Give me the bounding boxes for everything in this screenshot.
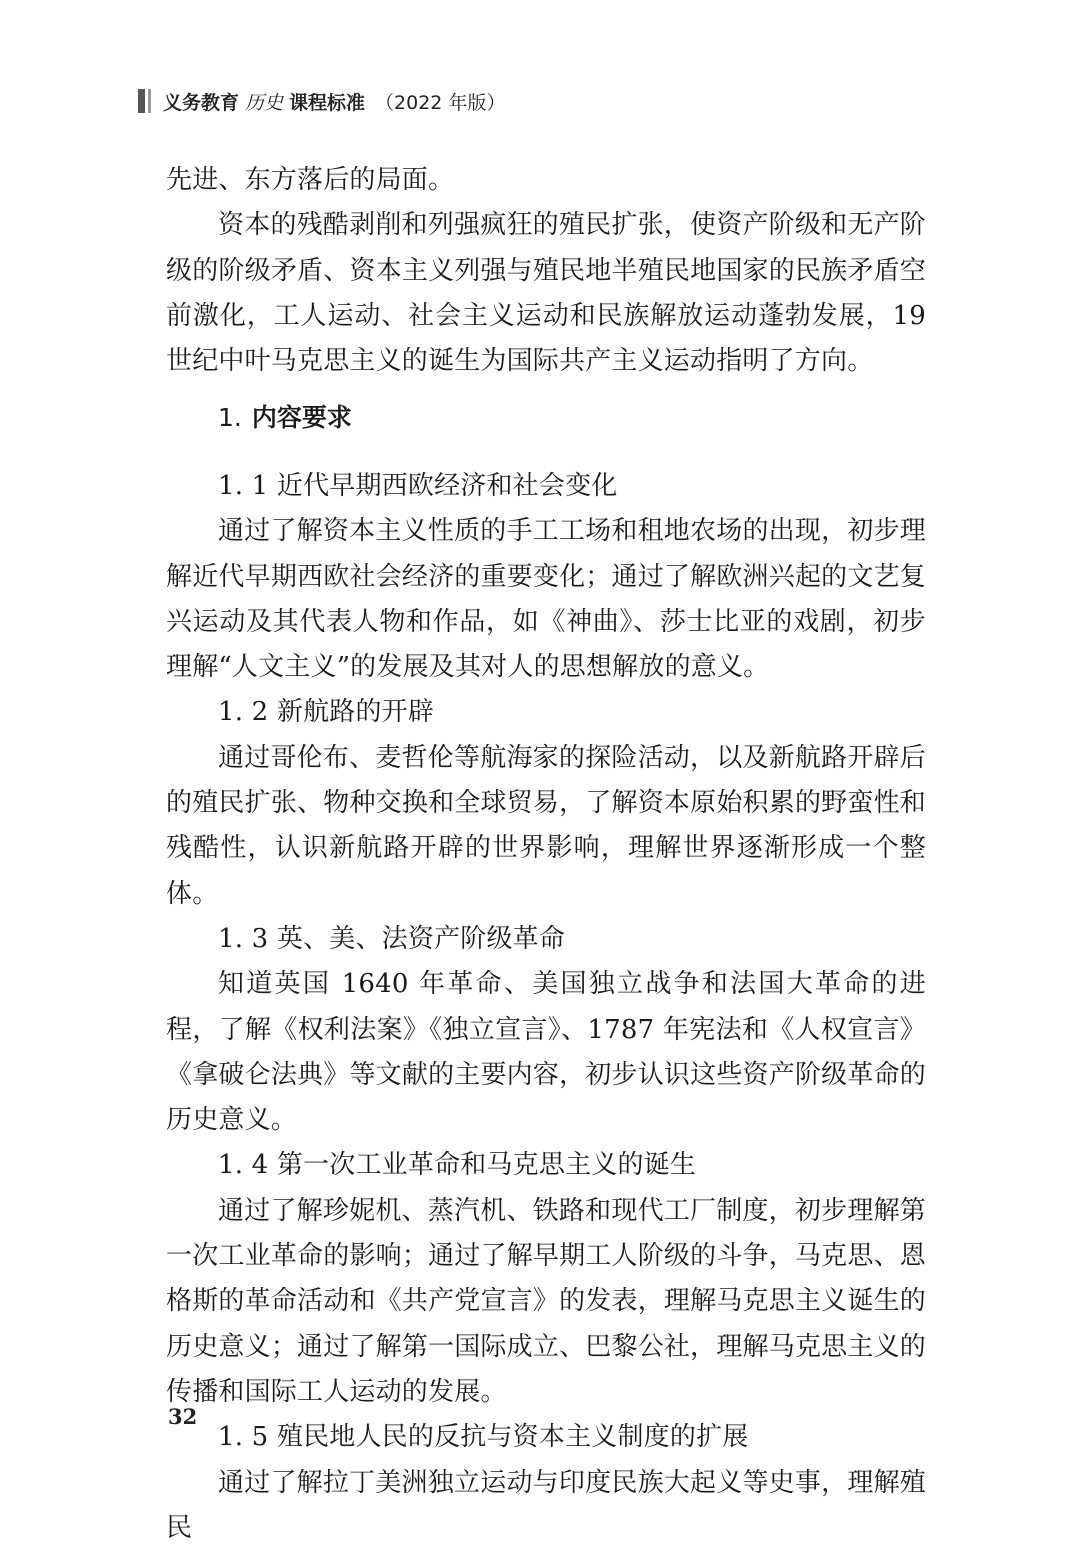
intro-block bbox=[166, 158, 926, 384]
running-head bbox=[138, 86, 505, 116]
section-heading bbox=[218, 398, 352, 438]
item-heading-1-4: 1. 4 第一次工业革命和马克思主义的诞生 bbox=[218, 1150, 697, 1181]
header-title-prefix: 义务教育 bbox=[163, 91, 240, 114]
item-text-1-1: 通过了解资本主义性质的手工工场和租地农场的出现，初步理解近代早期西欧社会经济的重要变化；通过了解欧洲兴起的文艺复兴运动及其代表人物和作品，如《神曲》、莎士比亚的戏剧，初步理解“人文主义”的发展及其对人的思想解放的意义。 bbox=[166, 516, 926, 683]
item-text-1-3: 知道英国 1640 年革命、美国独立战争和法国大革命的进程，了解《权利法案》《独立宣言》、1787 年宪法和《人权宣言》《拿破仑法典》等文献的主要内容，初步认识这些资产阶级革命的历史意义。 bbox=[166, 969, 926, 1136]
intro-line-end: 先进、东方落后的局面。 bbox=[166, 165, 455, 195]
header-bars-decoration bbox=[138, 89, 151, 113]
item-heading-1-1: 1. 1 近代早期西欧经济和社会变化 bbox=[218, 471, 618, 501]
content-requirements bbox=[166, 464, 926, 1551]
item-heading-1-5: 1. 5 殖民地人民的反抗与资本主义制度的扩展 bbox=[218, 1422, 749, 1453]
header-title-suffix: 课程标准 bbox=[289, 91, 366, 114]
section-number: 1. bbox=[218, 403, 242, 432]
item-text-1-5: 通过了解拉丁美洲独立运动与印度民族大起义等史事，理解殖民 bbox=[166, 1467, 926, 1543]
header-edition: （2022 年版） bbox=[375, 91, 506, 114]
page-number: 32 bbox=[168, 1404, 198, 1429]
item-heading-1-2: 1. 2 新航路的开辟 bbox=[218, 697, 435, 728]
intro-paragraph: 资本的残酷剥削和列强疯狂的殖民扩张，使资产阶级和无产阶级的阶级矛盾、资本主义列强与殖民地半殖民地国家的民族矛盾空前激化，工人运动、社会主义运动和民族解放运动蓬勃发展，19 世纪中叶马克思主义的诞生为国际共产主义运动指明了方向。 bbox=[166, 210, 926, 377]
item-text-1-4: 通过了解珍妮机、蒸汽机、铁路和现代工厂制度，初步理解第一次工业革命的影响；通过了解早期工人阶级的斗争，马克思、恩格斯的革命活动和《共产党宣言》的发表，理解马克思主义诞生的历史意义；通过了解第一国际成立、巴黎公社，理解马克思主义的传播和国际工人运动的发展。 bbox=[166, 1195, 926, 1407]
section-title: 内容要求 bbox=[251, 403, 352, 432]
header-title-subject: 历史 bbox=[245, 91, 284, 114]
item-text-1-2: 通过哥伦布、麦哲伦等航海家的探险活动，以及新航路开辟后的殖民扩张、物种交换和全球贸易，了解资本原始积累的野蛮性和残酷性，认识新航路开辟的世界影响，理解世界逐渐形成一个整体。 bbox=[166, 742, 926, 909]
item-heading-1-3: 1. 3 英、美、法资产阶级革命 bbox=[218, 923, 566, 954]
